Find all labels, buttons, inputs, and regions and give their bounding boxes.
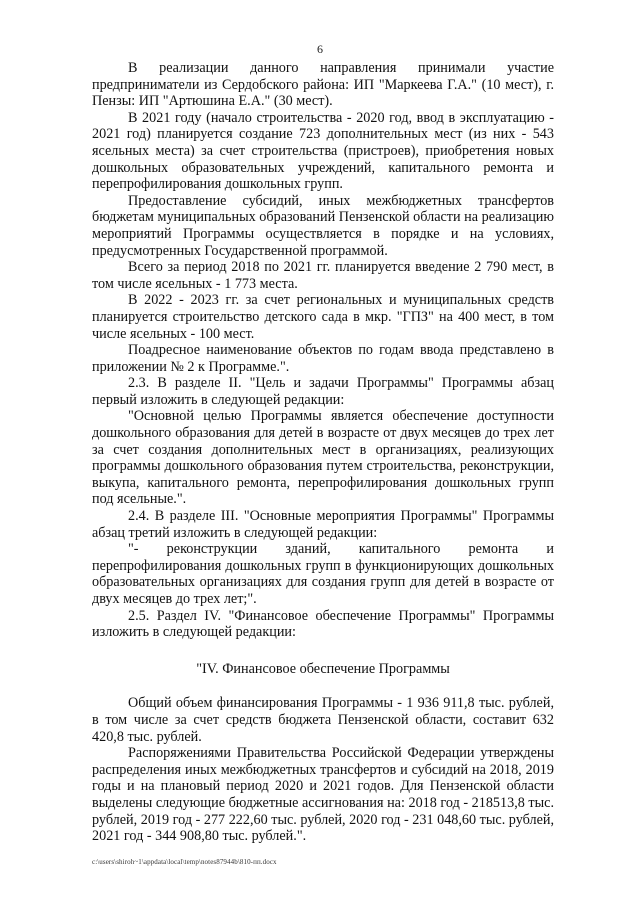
paragraph: 2.4. В разделе III. "Основные мероприятия Программы" Программы абзац третий изложить в следующей редакции: xyxy=(92,508,554,541)
paragraph: В реализации данного направления принимали участие предприниматели из Сердобского района: ИП "Маркеева Г.А." (10 мест), г. Пензы: ИП "Артюшина Е.А." (30 мест). xyxy=(92,60,554,110)
paragraph: Всего за период 2018 по 2021 гг. планируется введение 2 790 мест, в том числе ясельных - 1 773 места. xyxy=(92,259,554,292)
paragraph: В 2021 году (начало строительства - 2020 год, ввод в эксплуатацию - 2021 год) планируется создание 723 дополнительных мест (из них - 543 ясельных места) за счет строительства (пристроев), приобретения новых дошкольных образовательных учреждений, капитального ремонта и перепрофилирования дошкольных групп. xyxy=(92,109,554,193)
page-number: 6 xyxy=(317,42,323,56)
file-path-footer: c:\users\shiroh~1\appdata\local\temp\notes87944b\810-пп.docx xyxy=(92,858,277,866)
paragraph: "- реконструкции зданий, капитального ремонта и перепрофилирования дошкольных групп в функционирующих дошкольных образовательных организациях для создания групп для детей в возрасте от двух месяцев до трех лет;". xyxy=(92,541,554,607)
paragraph: 2.5. Раздел IV. "Финансовое обеспечение Программы" Программы изложить в следующей редакции: xyxy=(92,607,554,641)
paragraph: 2.3. В разделе II. "Цель и задачи Программы" Программы абзац первый изложить в следующей редакции: xyxy=(92,375,554,408)
paragraph: Предоставление субсидий, иных межбюджетных трансфертов бюджетам муниципальных образований Пензенской области на реализацию мероприятий Программы осуществляется в порядке и на условиях, предусмотренных Государственной программой. xyxy=(92,192,554,259)
paragraph: Общий объем финансирования Программы - 1 936 911,8 тыс. рублей, в том числе за счет средств бюджета Пензенской области, составит 632 420,8 тыс. рублей. xyxy=(92,695,554,745)
document-body xyxy=(92,60,554,845)
paragraph: "Основной целью Программы является обеспечение доступности дошкольного образования для детей в возрасте от двух месяцев до трех лет за счет создания дополнительных мест в организациях, реализующих программы дошкольного образования путем строительства, реконструкции, выкупа, капитального ремонта, перепрофилирования дошкольных групп под ясельные.". xyxy=(92,408,554,508)
paragraph: В 2022 - 2023 гг. за счет региональных и муниципальных средств планируется строительство детского сада в мкр. "ГПЗ" на 400 мест, в том числе ясельных - 100 мест. xyxy=(92,292,554,342)
section-heading: "IV. Финансовое обеспечение Программы xyxy=(196,660,450,677)
paragraph: Поадресное наименование объектов по годам ввода представлено в приложении № 2 к Программе.". xyxy=(92,342,554,375)
paragraph: Распоряжениями Правительства Российской Федерации утверждены распределения иных межбюджетных трансфертов и субсидий на 2018, 2019 годы и на плановый период 2020 и 2021 годов. Для Пензенской области выделены следующие бюджетные ассигнования на: 2018 год - 218513,8 тыс. рублей, 2019 год - 277 222,60 тыс. рублей, 2020 год - 231 048,60 тыс. рублей, 2021 год - 344 908,80 тыс. рублей.". xyxy=(92,745,554,845)
